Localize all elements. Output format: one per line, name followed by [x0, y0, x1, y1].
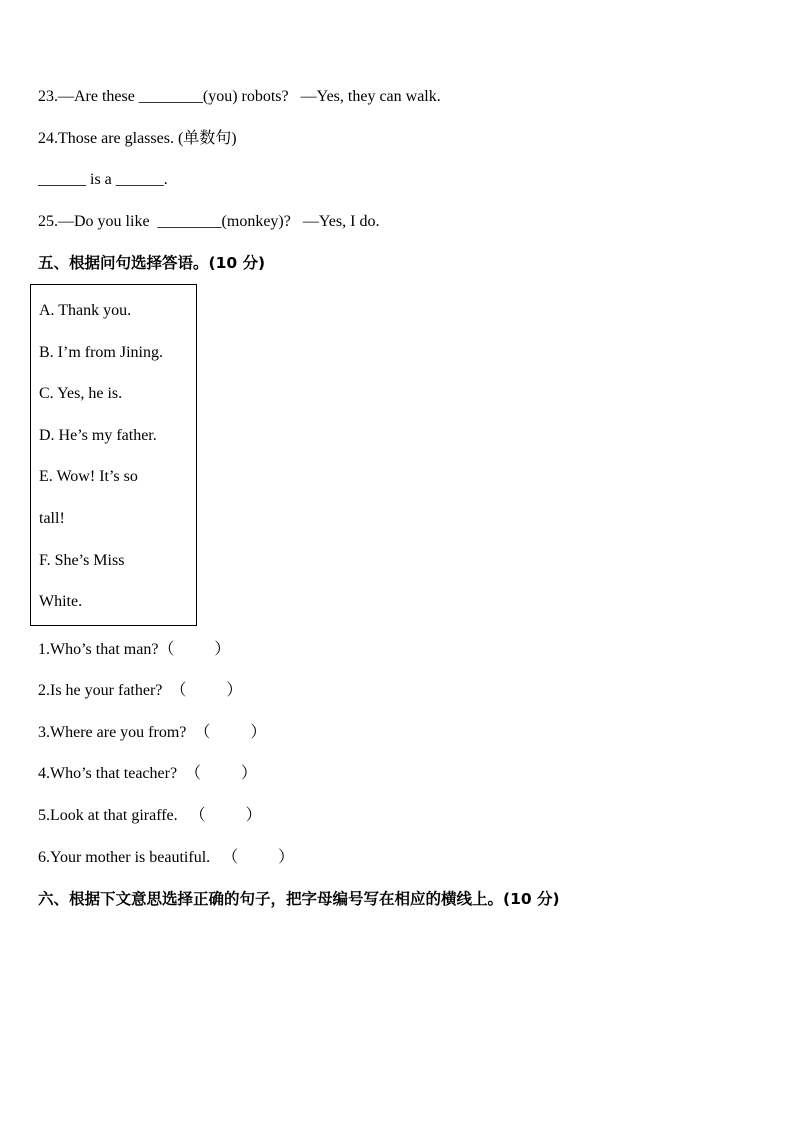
option-d: D. He’s my father. [39, 427, 157, 444]
option-e: E. Wow! It’s so [39, 468, 138, 485]
option-c: C. Yes, he is. [39, 385, 123, 402]
question-24-answer-line: ______ is a ______. [38, 171, 168, 188]
option-a: A. Thank you. [39, 302, 132, 319]
option-f: F. She’s Miss [39, 552, 125, 569]
section-5-question-2: 2.Is he your father? （ ） [38, 682, 243, 699]
section-5-heading: 五、根据问句选择答语。(10 分) [38, 254, 266, 272]
section-5-question-1: 1.Who’s that man?（ ） [38, 641, 231, 658]
question-23: 23.—Are these ________(you) robots? —Yes, they can walk. [38, 88, 441, 105]
option-e-continued: tall! [39, 510, 65, 527]
section-5-question-6: 6.Your mother is beautiful. （ ） [38, 849, 295, 866]
section-5-question-4: 4.Who’s that teacher? （ ） [38, 765, 258, 782]
option-b: B. I’m from Jining. [39, 344, 163, 361]
option-f-continued: White. [39, 593, 83, 610]
section-5-question-5: 5.Look at that giraffe. （ ） [38, 807, 262, 824]
section-5-question-3: 3.Where are you from? （ ） [38, 724, 267, 741]
question-25: 25.—Do you like ________(monkey)? —Yes, I do. [38, 213, 380, 230]
question-24: 24.Those are glasses. (单数句) [38, 130, 237, 147]
section-6-heading: 六、根据下文意思选择正确的句子，把字母编号写在相应的横线上。(10 分) [38, 890, 560, 908]
answer-options-box [30, 284, 197, 626]
